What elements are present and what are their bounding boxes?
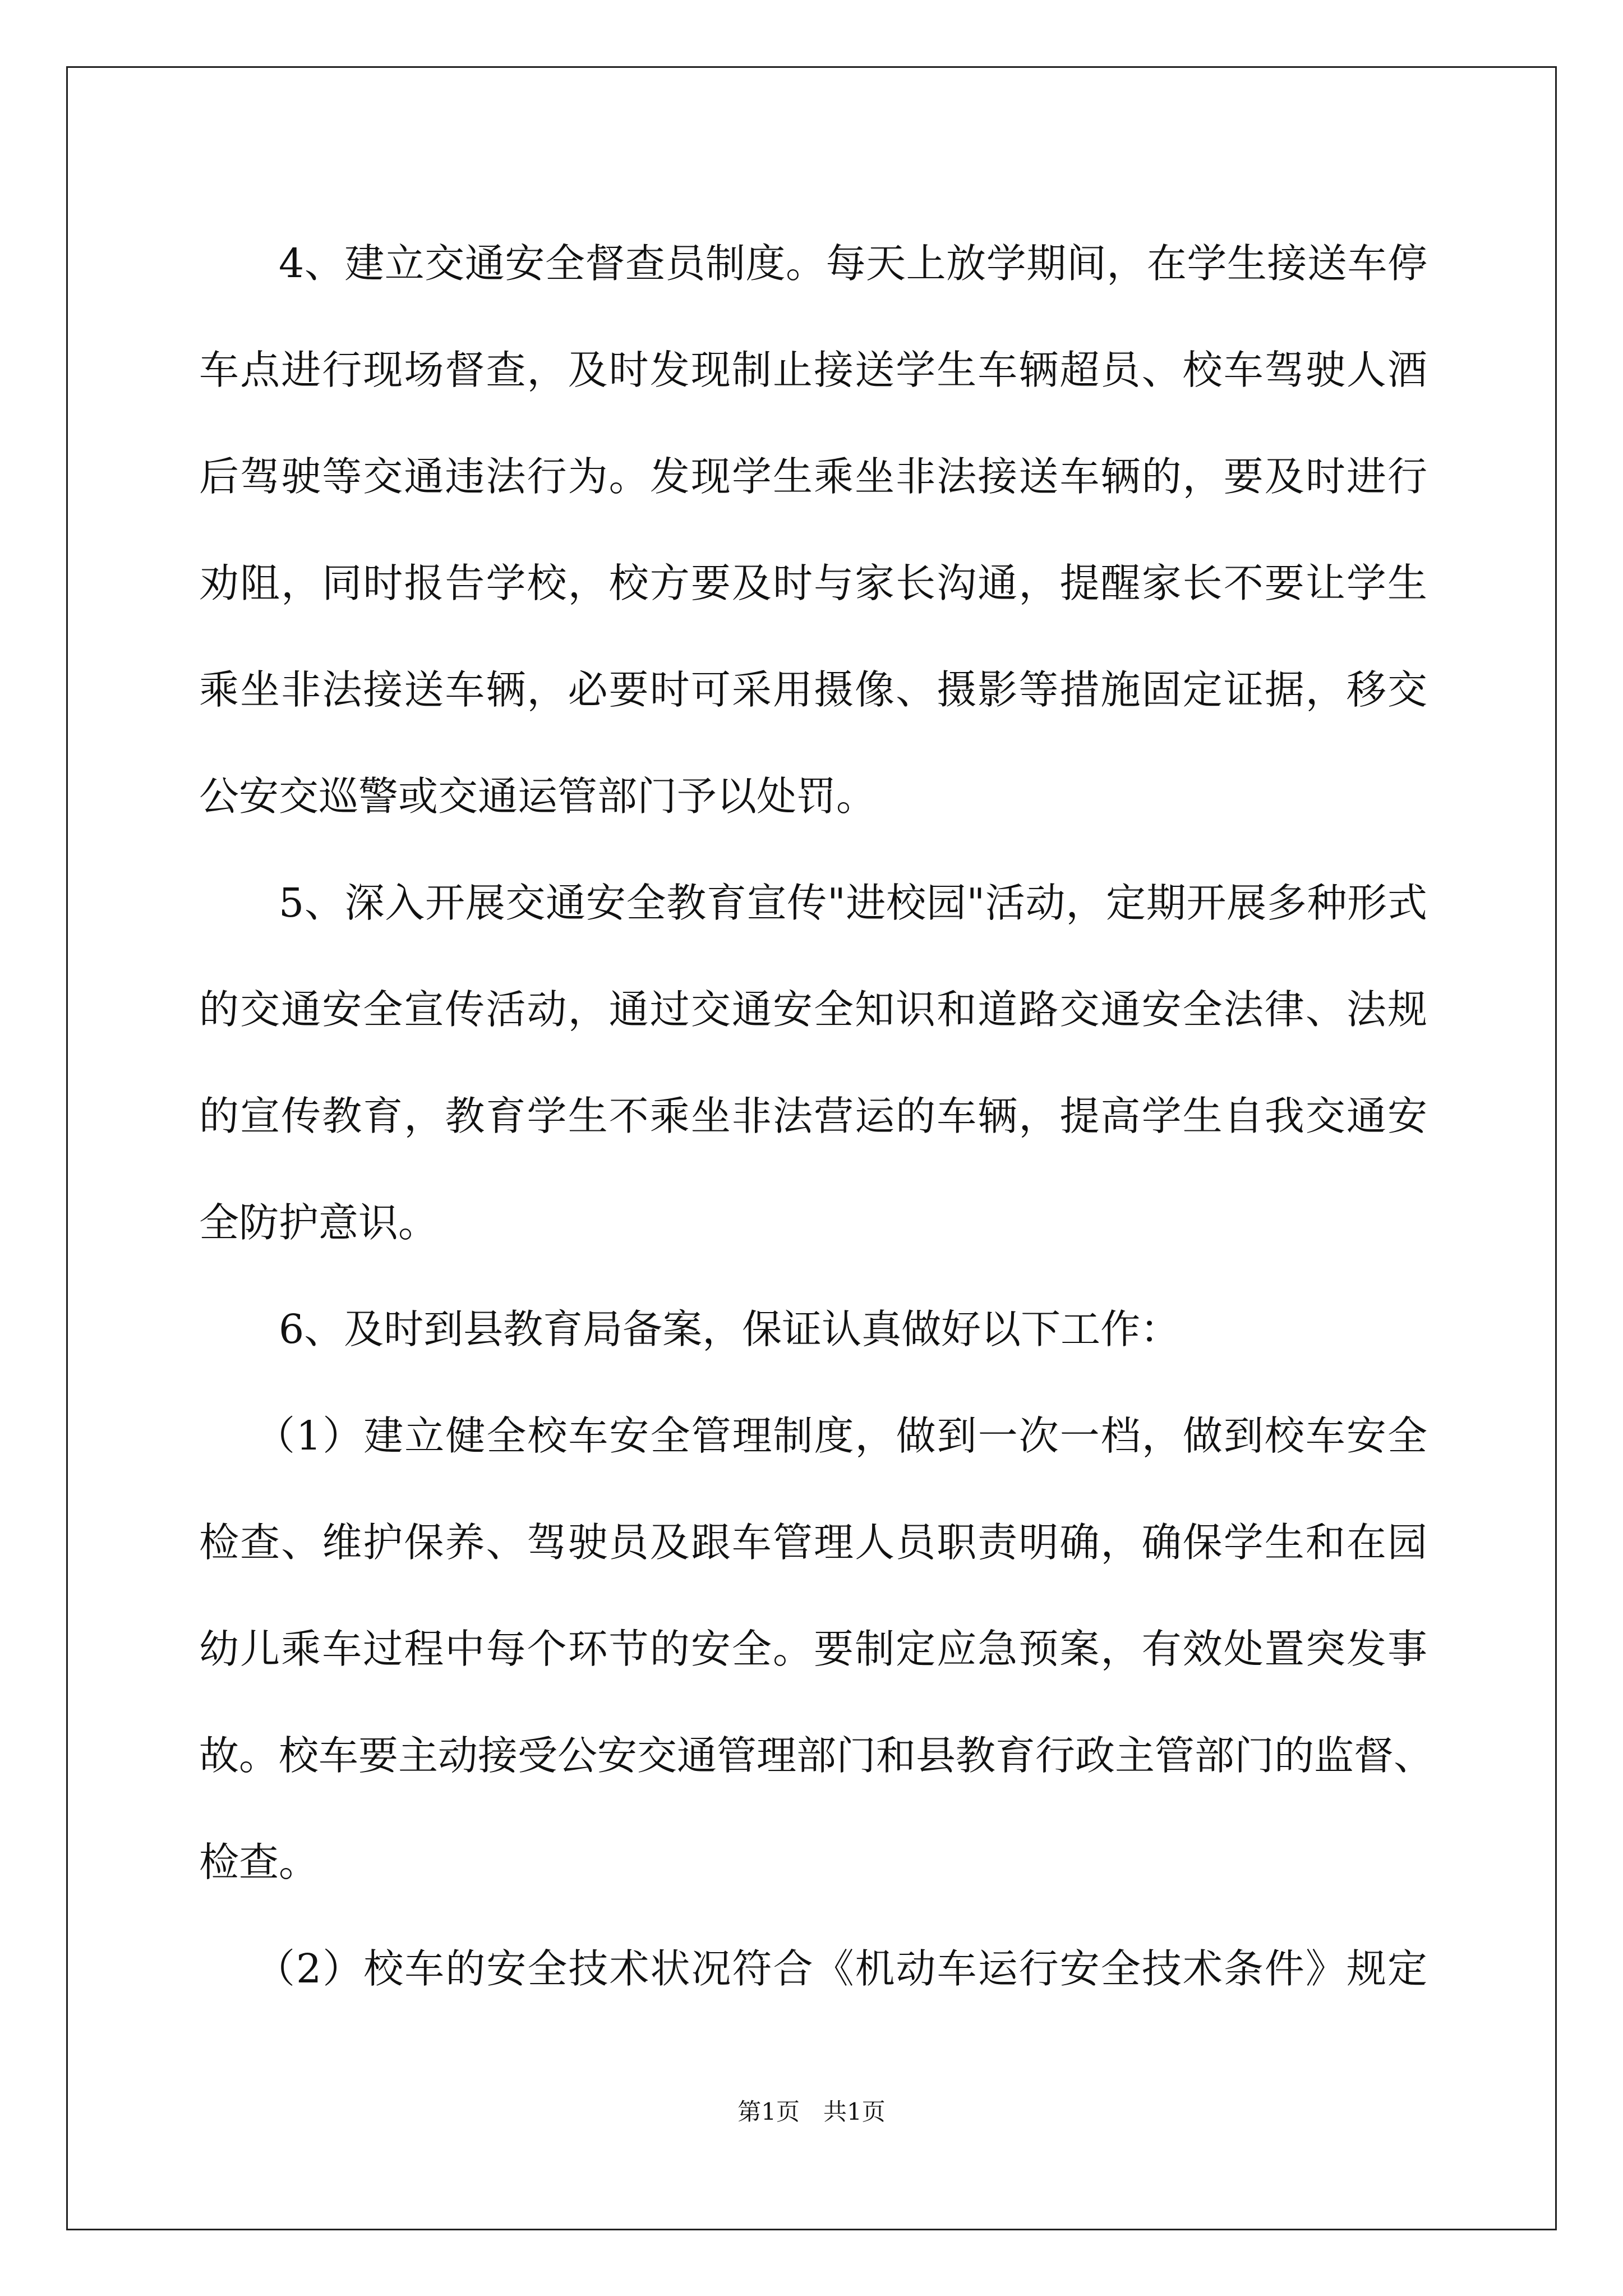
paragraph-4-line-6: 公安交巡警或交通运管部门予以处罚。 [199, 773, 877, 820]
paragraph-4-line-2: 车点进行现场督查，及时发现制止接送学生车辆超员、校车驾驶人酒 [199, 347, 1427, 393]
item-2-line-1: （2）校车的安全技术状况符合《机动车运行安全技术条件》规定 [255, 1945, 1427, 1992]
paragraph-5-line-3: 的宣传教育，教育学生不乘坐非法营运的车辆，提高学生自我交通安 [199, 1093, 1427, 1139]
paragraph-4-line-5: 乘坐非法接送车辆，必要时可采用摄像、摄影等措施固定证据，移交 [199, 666, 1427, 713]
item-1-line-5: 检查。 [199, 1839, 319, 1885]
paragraph-5-line-2: 的交通安全宣传活动，通过交通安全知识和道路交通安全法律、法规 [199, 986, 1427, 1033]
item-1-line-3: 幼儿乘车过程中每个环节的安全。要制定应急预案，有效处置突发事 [199, 1626, 1427, 1672]
item-1-line-1: （1）建立健全校车安全管理制度，做到一次一档，做到校车安全 [255, 1412, 1427, 1459]
paragraph-5-line-4: 全防护意识。 [199, 1199, 439, 1246]
item-1-line-4: 故。校车要主动接受公安交通管理部门和县教育行政主管部门的监督、 [199, 1732, 1434, 1779]
paragraph-5-line-1: 5、深入开展交通安全教育宣传"进校园"活动，定期开展多种形式 [279, 880, 1427, 926]
paragraph-4-line-3: 后驾驶等交通违法行为。发现学生乘坐非法接送车辆的，要及时进行 [199, 453, 1427, 500]
paragraph-4-line-4: 劝阻，同时报告学校，校方要及时与家长沟通，提醒家长不要让学生 [199, 560, 1427, 606]
paragraph-4-line-1: 4、建立交通安全督查员制度。每天上放学期间，在学生接送车停 [279, 240, 1427, 287]
page-number-label: 第1页 共1页 [737, 2098, 886, 2125]
paragraph-6-line-1: 6、及时到县教育局备案，保证认真做好以下工作： [279, 1306, 1181, 1352]
item-1-line-2: 检查、维护保养、驾驶员及跟车管理人员职责明确，确保学生和在园 [199, 1519, 1427, 1566]
page-footer [0, 2093, 1623, 2127]
document-body [199, 210, 1434, 2022]
